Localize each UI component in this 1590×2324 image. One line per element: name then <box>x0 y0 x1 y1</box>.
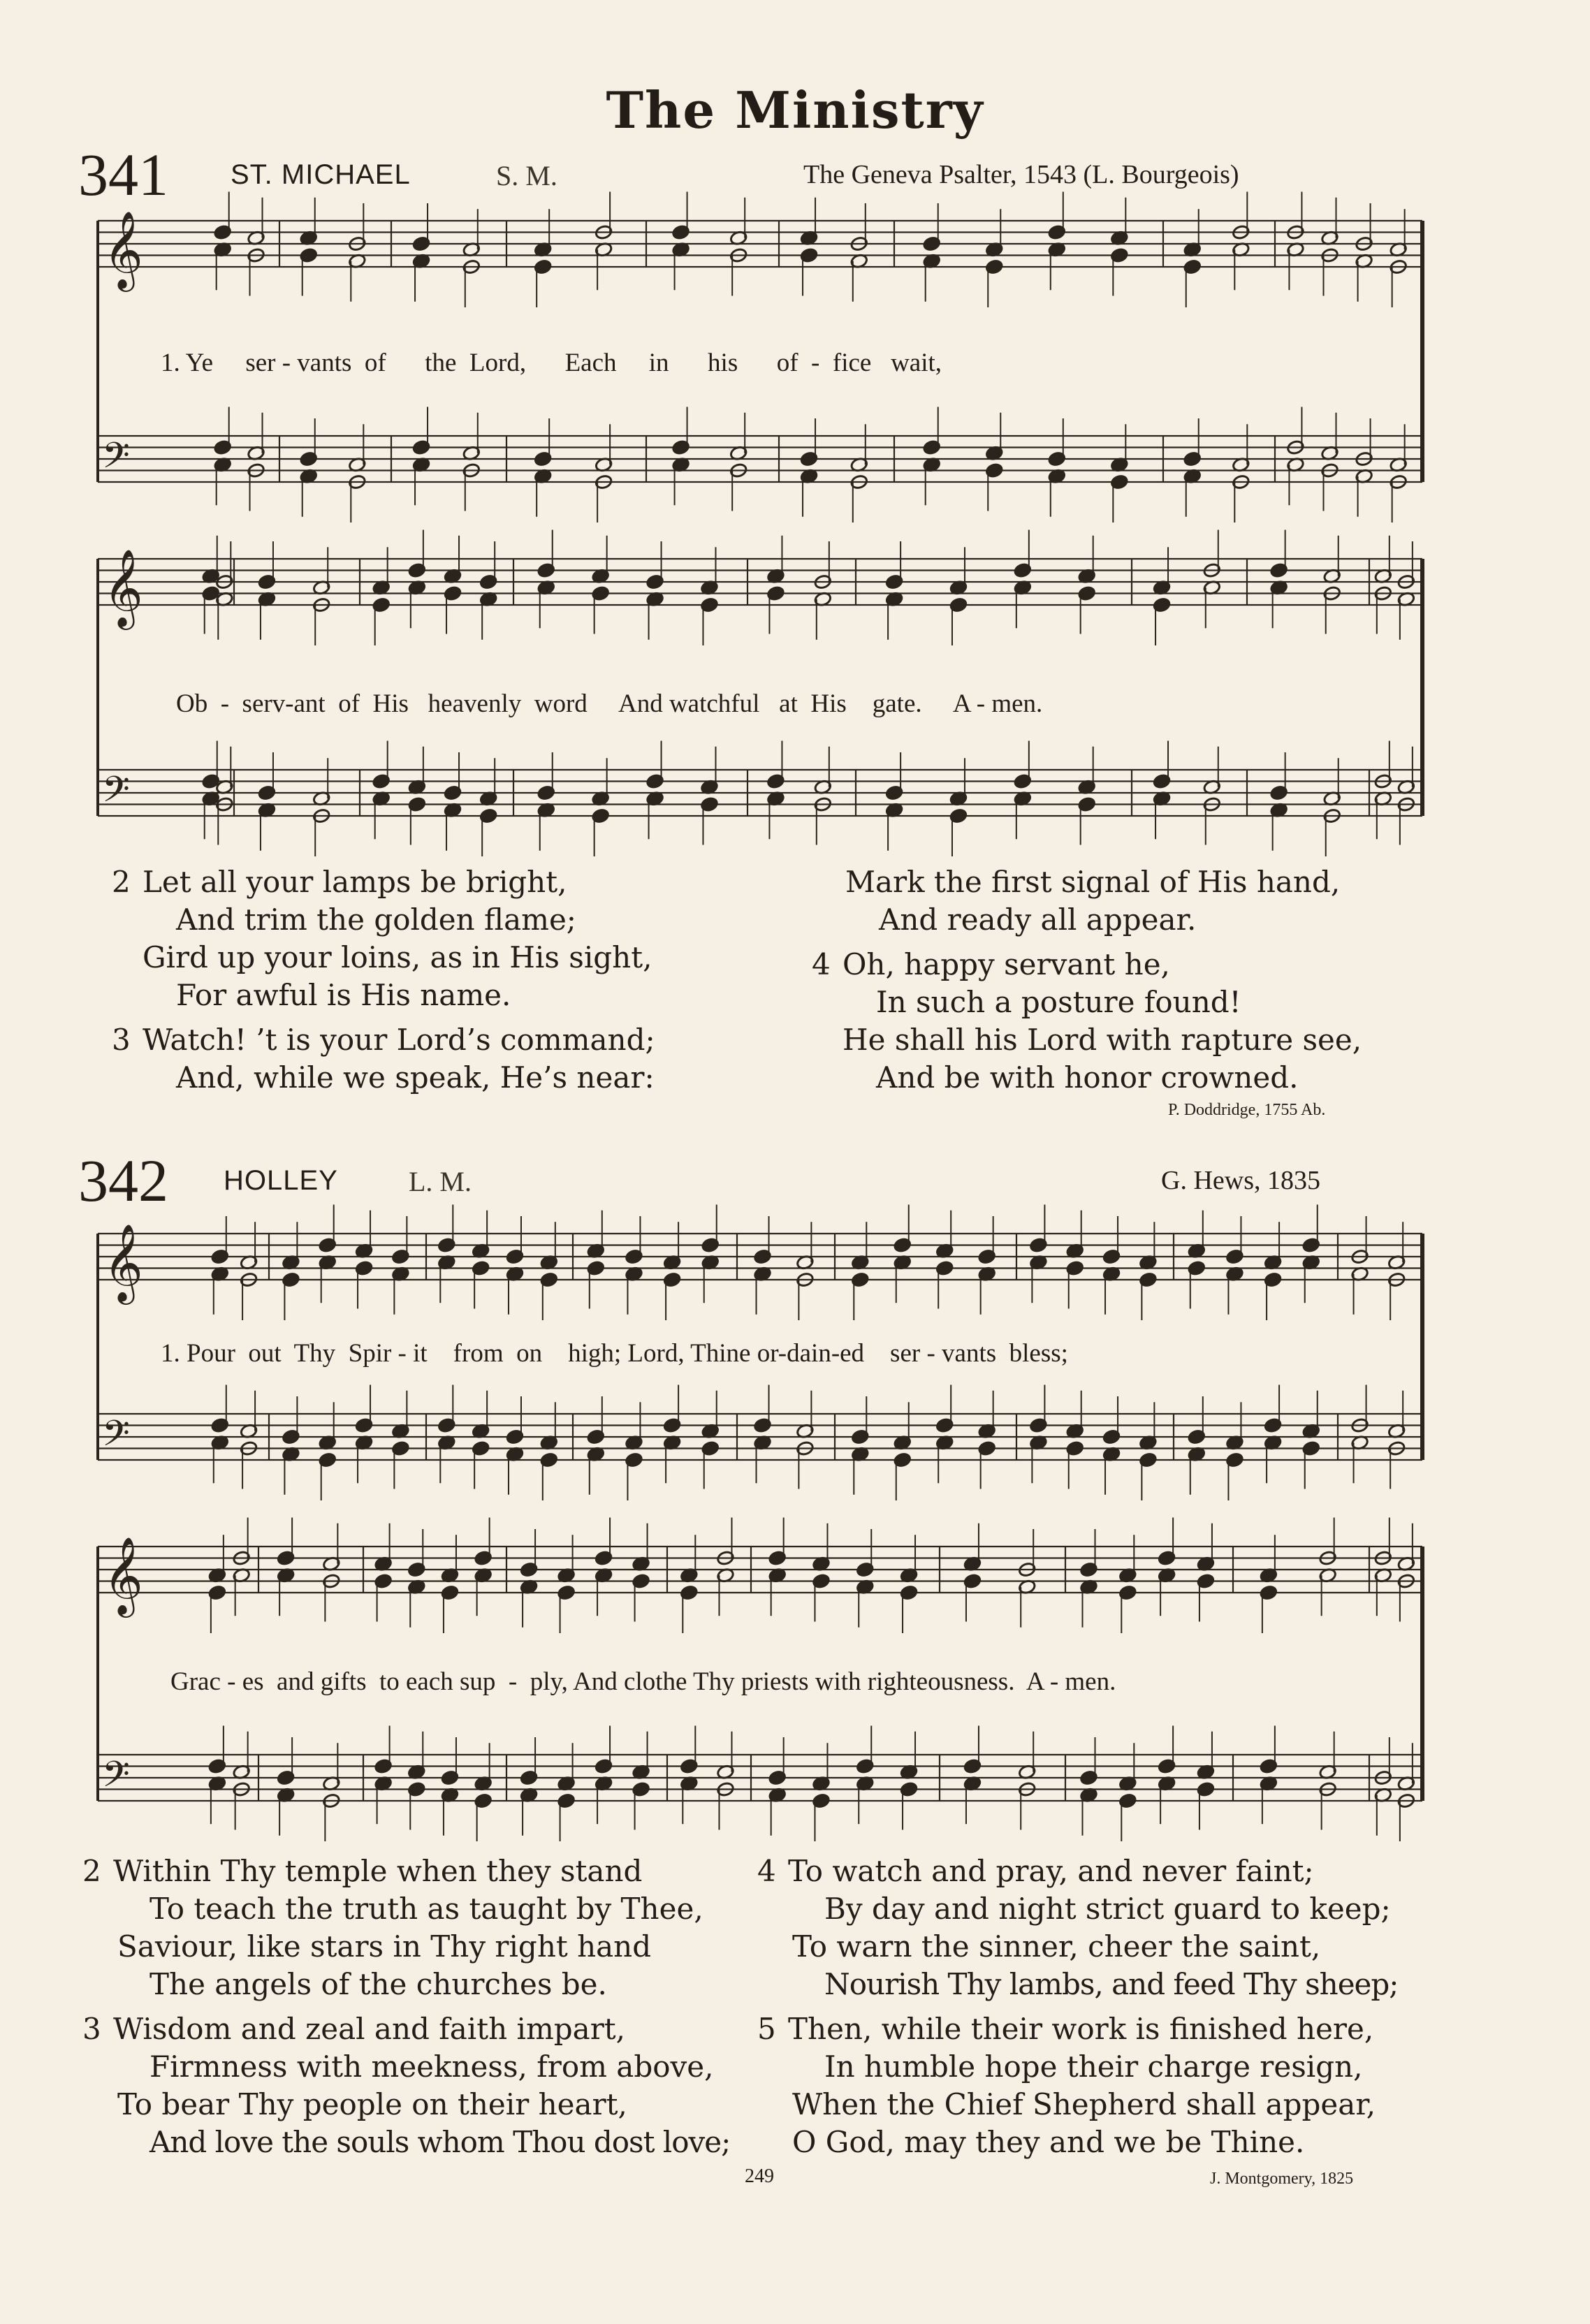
stanza-341-3-continued: Mark the first signal of His hand, And ready all appear. <box>845 865 1341 937</box>
meter-341: S. M. <box>496 160 557 191</box>
bass-clef-icon: 𝄢 <box>102 768 130 819</box>
hymn-number-342: 342 <box>78 1147 168 1214</box>
tune-name-341: ST. MICHAEL <box>231 159 411 190</box>
meter-342: L. M. <box>409 1166 472 1197</box>
stanza-341-3: 3 Watch! ’t is your Lord’s command; And, while we speak, He’s near: <box>112 1023 655 1095</box>
bass-clef-icon: 𝄢 <box>102 1753 130 1804</box>
treble-clef-icon: 𝄞 <box>103 548 143 627</box>
composer-341: The Geneva Psalter, 1543 (L. Bourgeois) <box>803 160 1239 189</box>
credit-342: J. Montgomery, 1825 <box>1210 2170 1354 2188</box>
page-number: 249 <box>745 2165 774 2187</box>
treble-clef-icon: 𝄞 <box>103 1223 143 1301</box>
treble-clef-icon: 𝄞 <box>103 1536 143 1614</box>
hymn-number-341: 341 <box>78 141 168 208</box>
treble-clef-icon: 𝄞 <box>103 210 143 288</box>
lyrics-341-system-2: Ob - serv-ant of His heavenly word And watchful at His gate. A - men. <box>176 689 1043 718</box>
stanza-342-4: 4 To watch and pray, and never faint; By day and night strict guard to keep; To warn the sinner, cheer the saint, Nourish Thy lambs, and feed Thy sheep; <box>757 1854 1399 2001</box>
section-title: The Ministry <box>606 80 984 140</box>
lyrics-341-system-1: 1. Ye ser - vants of the Lord, Each in his of - fice wait, <box>161 349 942 377</box>
credit-341: P. Doddridge, 1755 Ab. <box>1168 1101 1326 1119</box>
stanza-342-3: 3 Wisdom and zeal and faith impart, Firmness with meekness, from above, To bear Thy people on their heart, And love the souls whom Thou dost love; <box>82 2012 731 2159</box>
bass-clef-icon: 𝄢 <box>102 1412 130 1463</box>
bass-clef-icon: 𝄢 <box>102 434 130 485</box>
stanza-342-2: 2 Within Thy temple when they stand To teach the truth as taught by Thee, Saviour, like stars in Thy right hand The angels of the churches be. <box>82 1854 703 2001</box>
composer-342: G. Hews, 1835 <box>1161 1166 1320 1195</box>
stanza-341-2: 2 Let all your lamps be bright, And trim the golden flame; Gird up your loins, as in His sight, For awful is His name. <box>112 865 652 1012</box>
tune-name-342: HOLLEY <box>224 1165 338 1196</box>
stanza-342-5: 5 Then, while their work is finished here, In humble hope their charge resign, When the Chief Shepherd shall appear, O God, may they and we be Thine. <box>757 2012 1376 2159</box>
lyrics-342-system-1: 1. Pour out Thy Spir - it from on high; Lord, Thine or-dain-ed ser - vants bless; <box>161 1339 1068 1368</box>
stanza-341-4: 4 Oh, happy servant he, In such a posture found! He shall his Lord with rapture see, And be with honor crowned. <box>812 947 1362 1095</box>
lyrics-342-system-2: Grac - es and gifts to each sup - ply, And clothe Thy priests with righteousness. A - men. <box>170 1667 1116 1696</box>
